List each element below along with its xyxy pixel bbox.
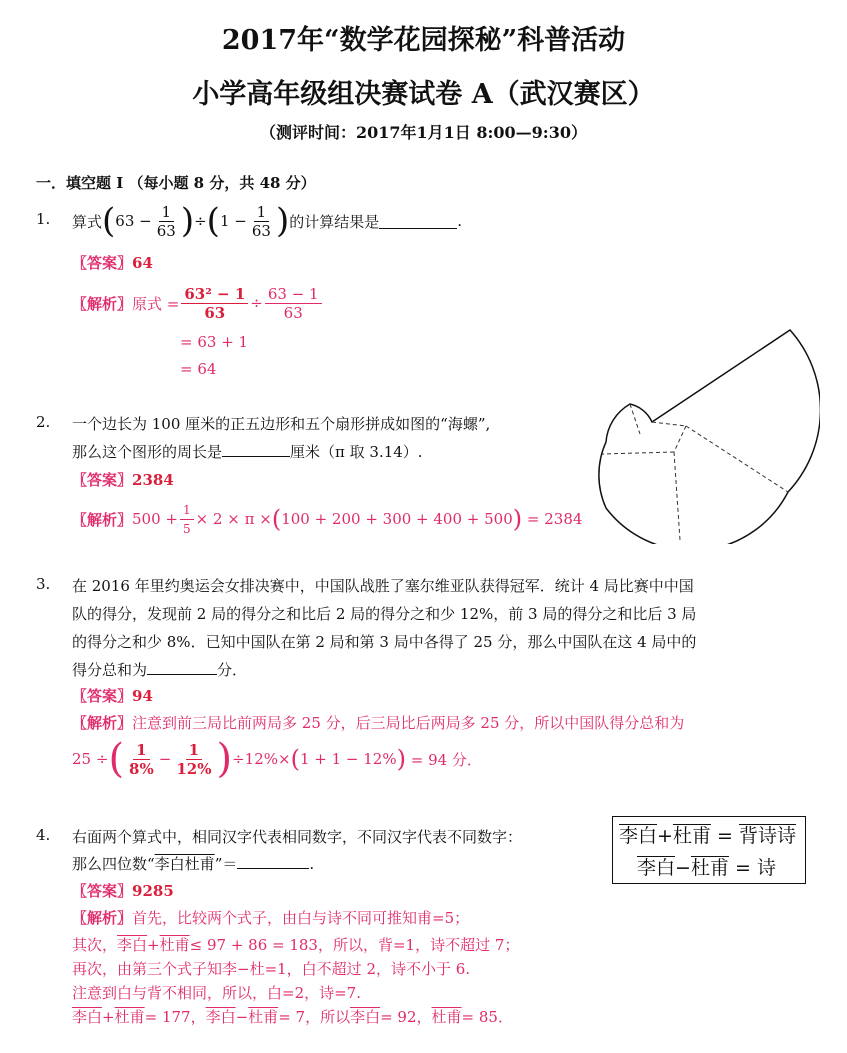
q1-number: 1. (36, 210, 51, 228)
q1-frac1: $\frac{1}{63}$ (156, 202, 176, 240)
q1-blank (379, 213, 457, 229)
page-title: 2017年“数学花园探秘”科普活动 (221, 25, 626, 56)
q4-equation-box (612, 816, 806, 884)
q4-box-eq2: 李白−杜甫 = 诗 (637, 857, 776, 879)
q1-sol-frac2: $\frac{63 - 1}{63}$ (265, 285, 322, 322)
q4-line1: 右面两个算式中，相同汉字代表相同数字，不同汉字代表不同数字： (72, 828, 523, 846)
q4-analysis-5: 李白+杜甫= 177，李白−杜甫= 7，所以李白= 92，杜甫= 85． (72, 1008, 513, 1026)
q2-line2: 那么这个图形的周长是 厘米（π 取 3.14）. (72, 443, 423, 461)
q2-answer: 〖答案〗2384 (72, 471, 174, 489)
q1-analysis: 〖解析〗 原式 = $\frac{\text{63² − 1}}{63}$ ÷ $\frac{63 - 1}{63}$ (72, 280, 324, 326)
page-subtitle: 小学高年级组决赛试卷 A（武汉赛区） (192, 79, 655, 110)
q4-analysis-1: 〖解析〗首先，比较两个式子，由白与诗不同可推知甫=5； (72, 909, 470, 927)
q1-a: 63 (115, 212, 135, 230)
q1-expression: 算式 ( 63 − $\frac{1}{63}$ ) ÷ ( 1 − $\frac{1}{63}$ ) 的计算结果是 . (72, 201, 462, 241)
q1-div: ÷ (194, 212, 207, 230)
section-heading: 一．填空题 I （每小题 8 分，共 48 分） (36, 174, 316, 192)
q4-answer: 〖答案〗9285 (72, 882, 174, 900)
q3-number: 3. (36, 575, 51, 593)
q1-frac2: $\frac{1}{63}$ (251, 202, 271, 240)
q4-blank (237, 853, 309, 869)
q1-answer: 〖答案〗64 (72, 254, 153, 272)
q4-number: 4. (36, 826, 51, 844)
q1-suffix: 的计算结果是 (289, 212, 380, 231)
q2-analysis: 〖解析〗 500 + $\frac{1}{5}$ × 2 × π × ( 100 + 200 + 300 + 400 + 500 ) = 2384 (72, 502, 583, 536)
q1-minus: − (139, 212, 152, 230)
q1-b: 1 (219, 212, 230, 230)
conch-figure (590, 322, 820, 544)
q4-analysis-3: 再次，由第三个式子知李−杜=1，白不超过 2，诗不小于 6. (72, 960, 471, 978)
q3-formula: 25 ÷ ( $\frac{1}{8\%}$ − $\frac{1}{12\%}$ ) ÷12%× ( 1 + 1 − 12% ) = 94 分． (72, 736, 482, 782)
q1-step3: = 64 (180, 360, 217, 378)
q2-line1: 一个边长为 100 厘米的正五边形和五个扇形拼成如图的“海螺”, (72, 415, 491, 433)
q2-blank (222, 441, 290, 457)
q4-line2: 那么四位数“李白杜甫”＝ . (72, 855, 315, 873)
q1-sol-frac1: $\frac{\text{63² − 1}}{63}$ (181, 285, 248, 322)
q3-answer: 〖答案〗94 (72, 687, 153, 705)
q3-line3: 的得分之和少 8%．已知中国队在第 2 局和第 3 局中各得了 25 分，那么中国队在这 4 局中的 (72, 633, 697, 651)
q3-analysis: 〖解析〗注意到前三局比前两局多 25 分，后三局比后两局多 25 分，所以中国队得分总和为 (72, 714, 685, 732)
q1-step2: = 63 + 1 (180, 333, 249, 351)
q3-line2: 队的得分，发现前 2 局的得分之和比后 2 局的得分之和少 12%，前 3 局的得分之和比后 3 局 (72, 605, 697, 623)
q4-analysis-2: 其次，李白+杜甫≤ 97 + 86 = 183，所以，背=1，诗不超过 7； (72, 936, 520, 954)
exam-time: （测评时间：2017年1月1日 8:00—9:30） (260, 123, 587, 142)
q3-line1: 在 2016 年里约奥运会女排决赛中，中国队战胜了塞尔维亚队获得冠军．统计 4 局比赛中中国 (72, 577, 694, 595)
q2-number: 2. (36, 413, 51, 431)
q3-blank (147, 659, 217, 675)
q4-box-eq1: 李白+杜甫 = 背诗诗 (619, 825, 796, 847)
q3-line4: 得分总和为 分． (72, 661, 248, 679)
q4-analysis-4: 注意到白与背不相同，所以，白=2，诗=7. (72, 984, 361, 1002)
q1-prefix: 算式 (72, 212, 103, 231)
